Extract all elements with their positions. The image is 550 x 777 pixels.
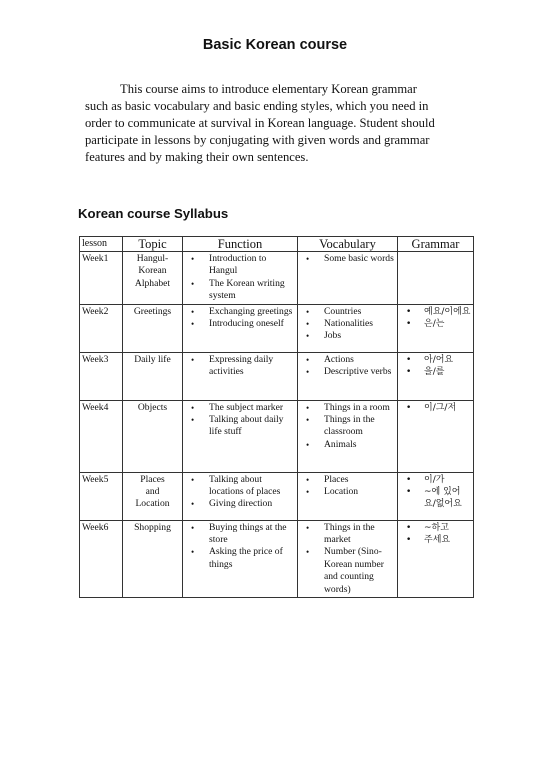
function-item: • Giving direction (185, 498, 295, 510)
grammar-list (400, 306, 471, 331)
grammar-list (400, 354, 471, 379)
topic-text: Daily life (134, 353, 171, 365)
cell-function (183, 520, 298, 597)
table-row (80, 400, 474, 472)
cell-function (183, 400, 298, 472)
topic-text: Hangul- (136, 253, 169, 264)
vocabulary-list (300, 522, 395, 596)
vocabulary-item: • Animals (300, 439, 395, 451)
vocabulary-item: • Things in the classroom (300, 414, 395, 439)
header-vocabulary: Vocabulary (298, 237, 398, 252)
function-item: • Exchanging greetings (185, 306, 295, 318)
grammar-item: • 을/를 (400, 366, 471, 378)
cell-grammar (398, 472, 474, 520)
cell-topic (123, 400, 183, 472)
cell-topic (123, 352, 183, 400)
topic-text: Alphabet (134, 277, 171, 289)
cell-lesson: Week5 (80, 472, 123, 520)
section-title: Korean course Syllabus (78, 206, 229, 221)
cell-topic (123, 520, 183, 597)
function-item: • Buying things at the store (185, 522, 295, 547)
grammar-list (400, 474, 471, 511)
function-list (185, 306, 295, 331)
table-header-row (80, 237, 474, 252)
grammar-item: • 아/어요 (400, 354, 471, 366)
table-row (80, 472, 474, 520)
topic-text: Places (140, 473, 165, 485)
cell-grammar (398, 252, 474, 305)
function-item: • The subject marker (185, 402, 295, 414)
vocabulary-item: • Places (300, 474, 395, 486)
topic-text: Korean (138, 265, 167, 277)
grammar-item: • 주세요 (400, 534, 471, 546)
cell-lesson: Week4 (80, 400, 123, 472)
grammar-item: • 이/그/저 (400, 402, 471, 414)
cell-vocabulary (298, 304, 398, 352)
function-item: • Introduction to Hangul (185, 253, 295, 278)
table-row (80, 252, 474, 305)
grammar-list (400, 522, 471, 547)
vocabulary-item: • Things in a room (300, 402, 395, 414)
intro-line: order to communicate at survival in Korean language. Student should (85, 116, 435, 130)
cell-topic (123, 304, 183, 352)
function-item: • Talking about daily life stuff (185, 414, 295, 439)
function-list (185, 474, 295, 511)
cell-vocabulary (298, 352, 398, 400)
cell-function (183, 472, 298, 520)
grammar-item: • 은/는 (400, 318, 471, 330)
cell-lesson: Week2 (80, 304, 123, 352)
vocabulary-list (300, 402, 395, 452)
vocabulary-list (300, 354, 395, 379)
grammar-item: • 이/가 (400, 474, 471, 486)
table-row (80, 304, 474, 352)
header-lesson: lesson (80, 237, 123, 252)
function-list (185, 402, 295, 439)
intro-line: This course aims to introduce elementary Korean grammar (120, 82, 417, 96)
vocabulary-item: • Countries (300, 306, 395, 318)
cell-vocabulary (298, 252, 398, 305)
vocabulary-item: • Nationalities (300, 318, 395, 330)
header-topic: Topic (123, 237, 183, 252)
cell-lesson: Week3 (80, 352, 123, 400)
function-list (185, 522, 295, 572)
vocabulary-item: • Number (Sino-Korean number and counting words) (300, 546, 395, 596)
topic-text: Greetings (133, 305, 172, 317)
cell-lesson: Week1 (80, 252, 123, 305)
cell-grammar (398, 400, 474, 472)
topic-text: and (145, 486, 160, 498)
cell-function (183, 352, 298, 400)
grammar-item: • 예요/이에요 (400, 306, 471, 318)
function-item: • Asking the price of things (185, 546, 295, 571)
header-function: Function (183, 237, 298, 252)
header-grammar: Grammar (398, 237, 474, 252)
cell-function (183, 252, 298, 305)
topic-text: Objects (137, 401, 168, 413)
grammar-item: • ~하고 (400, 522, 471, 534)
cell-function (183, 304, 298, 352)
vocabulary-item: • Actions (300, 354, 395, 366)
cell-topic (123, 472, 183, 520)
table-row (80, 520, 474, 597)
function-item: • Talking about locations of places (185, 474, 295, 499)
vocabulary-item: • Some basic words (300, 253, 395, 265)
table-row (80, 352, 474, 400)
intro-line: features and by making their own sentences. (85, 150, 309, 164)
cell-vocabulary (298, 520, 398, 597)
cell-grammar (398, 304, 474, 352)
cell-lesson: Week6 (80, 520, 123, 597)
cell-grammar (398, 352, 474, 400)
topic-text: Location (135, 498, 170, 510)
function-item: • Introducing oneself (185, 318, 295, 330)
vocabulary-item: • Things in the market (300, 522, 395, 547)
cell-vocabulary (298, 472, 398, 520)
cell-grammar (398, 520, 474, 597)
vocabulary-list (300, 253, 395, 265)
intro-line: such as basic vocabulary and basic ending styles, which you need in (85, 99, 429, 113)
vocabulary-list (300, 474, 395, 499)
function-item: • Expressing daily activities (185, 354, 295, 379)
function-list (185, 354, 295, 379)
document-title: Basic Korean course (202, 37, 348, 53)
vocabulary-item: • Location (300, 486, 395, 498)
cell-vocabulary (298, 400, 398, 472)
syllabus-table (79, 236, 474, 598)
intro-paragraph (85, 81, 480, 166)
grammar-list (400, 402, 471, 414)
function-item: • The Korean writing system (185, 278, 295, 303)
vocabulary-item: • Jobs (300, 330, 395, 342)
function-list (185, 253, 295, 303)
vocabulary-item: • Descriptive verbs (300, 366, 395, 378)
intro-line: participate in lessons by conjugating with given words and grammar (85, 133, 430, 147)
topic-text: Shopping (134, 521, 171, 533)
grammar-item: • ~에 있어요/없어요 (400, 486, 471, 511)
vocabulary-list (300, 306, 395, 343)
cell-topic (123, 252, 183, 305)
